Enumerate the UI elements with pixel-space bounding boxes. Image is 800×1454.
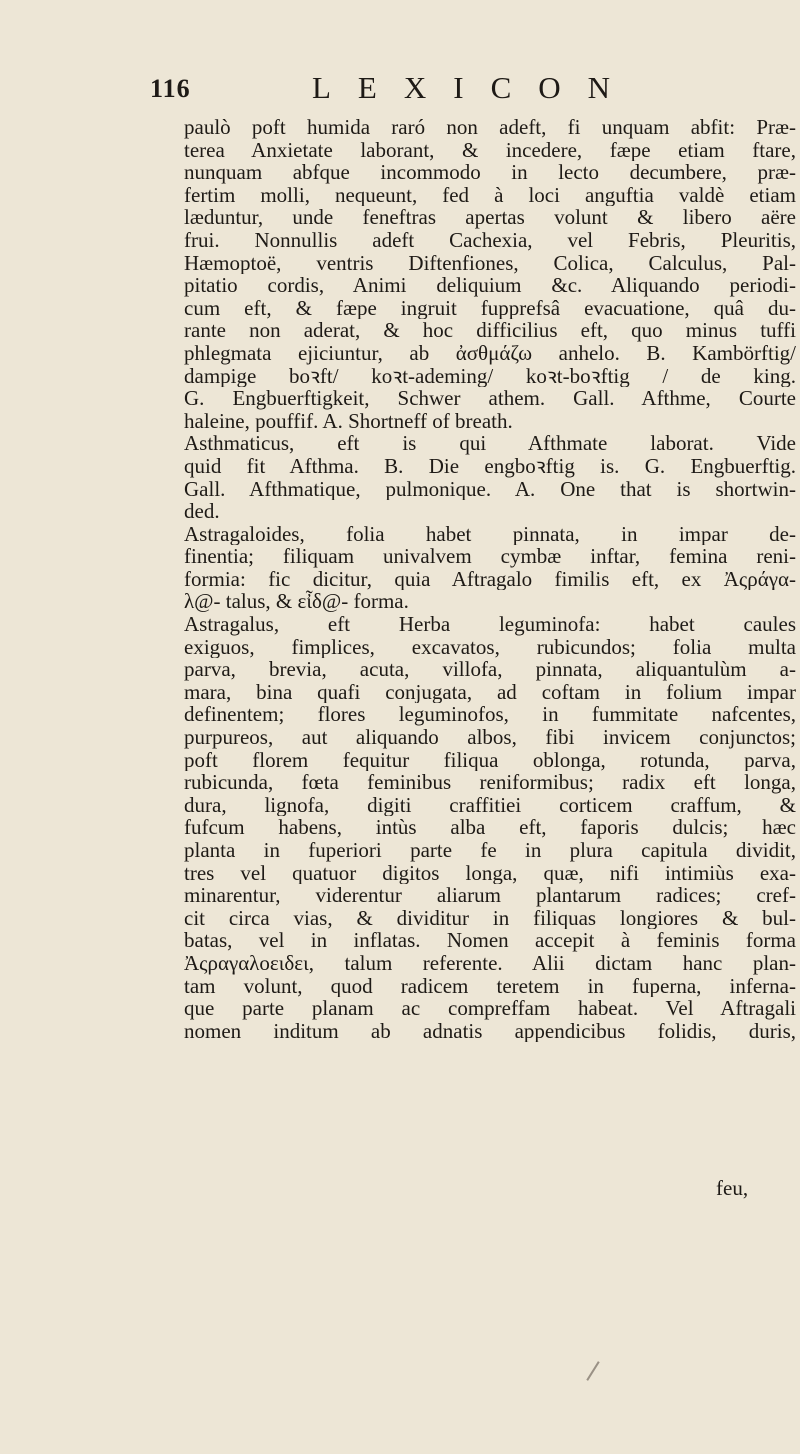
text-line: minarentur, viderentur aliarum plantarum radices; cref-	[184, 884, 796, 907]
text-line: nomen inditum ab adnatis appendicibus folidis, duris,	[184, 1019, 796, 1043]
text-line: fertim molli, nequeunt, fed à loci anguftia valdè etiam	[184, 183, 796, 207]
text-line: exiguos, fimplices, excavatos, rubicundos; folia multa	[184, 635, 796, 659]
text-line: que parte planam ac compreffam habeat. Vel Aftragali	[184, 997, 796, 1020]
running-head: LEXICON	[312, 70, 638, 105]
text-line: ded.	[184, 500, 220, 523]
text-line: mara, bina quafi conjugata, ad coftam in folium impar	[184, 680, 796, 704]
text-line: pitatio cordis, Animi deliquium &c. Aliquando periodi-	[184, 274, 796, 297]
text-line: batas, vel in inflatas. Nomen accepit à feminis forma	[184, 929, 796, 952]
text-line: haleine, pouffif. A. Shortneff of breath.	[184, 409, 513, 433]
text-line: Astragaloides, folia habet pinnata, in impar de-	[184, 522, 796, 546]
text-line: G. Engbuerftigkeit, Schwer athem. Gall. Afthme, Courte	[184, 387, 796, 410]
text-line: frui. Nonnullis adeft Cachexia, vel Febris, Pleuritis,	[184, 228, 796, 252]
text-line: rubicunda, fœta feminibus reniformibus; radix eft longa,	[184, 771, 796, 794]
text-line: fufcum habens, intùs alba eft, faporis dulcis; hæc	[184, 816, 796, 839]
text-line: nunquam abfque incommodo in lecto decumbere, præ-	[184, 161, 796, 184]
text-line: læduntur, unde feneftras apertas volunt & libero aëre	[184, 206, 796, 229]
text-line: λ@- talus, & εἶδ@- forma.	[184, 590, 409, 614]
text-line: terea Anxietate laborant, & incedere, fæpe etiam ftare,	[184, 138, 796, 162]
text-line: finentia; filiquam univalvem cymbæ inftar, femina reni-	[184, 545, 796, 568]
text-line: phlegmata ejiciuntur, ab ἀσθμάζω anhelo. B. Kambörftig/	[184, 341, 796, 365]
text-line: cum eft, & fæpe ingruit fupprefsâ evacuatione, quâ du-	[184, 296, 796, 320]
page-header	[0, 70, 800, 110]
text-line: rante non aderat, & hoc difficilius eft, quo minus tuffi	[184, 319, 796, 342]
text-line: tres vel quatuor digitos longa, quæ, nifi intimiùs exa-	[184, 861, 796, 885]
text-line: cit circa vias, & dividitur in filiquas longiores & bul-	[184, 906, 796, 930]
text-line: purpureos, aut aliquando albos, fibi invicem conjunctos;	[184, 726, 796, 749]
text-line: parva, brevia, acuta, villofa, pinnata, aliquantulùm a-	[184, 658, 796, 681]
text-line: formia: fic dicitur, quia Aftragalo fimilis eft, ex Ἀςράγα-	[184, 567, 796, 591]
body-text	[184, 116, 796, 1042]
stray-pen-mark	[586, 1361, 599, 1381]
text-line: quid fit Afthma. B. Die engboꝛftig is. G. Engbuerftig.	[184, 454, 796, 478]
page-number: 116	[150, 74, 191, 103]
text-line: Asthmaticus, eft is qui Afthmate laborat. Vide	[184, 432, 796, 455]
text-line: dampige boꝛft/ koꝛt-ademing/ koꝛt-boꝛftig / de king.	[184, 364, 796, 388]
catchword: feu,	[716, 1176, 749, 1200]
text-line: Gall. Afthmatique, pulmonique. A. One that is shortwin-	[184, 477, 796, 501]
text-line: poft florem fequitur filiqua oblonga, rotunda, parva,	[184, 748, 796, 772]
text-line: tam volunt, quod radicem teretem in fuperna, inferna-	[184, 974, 796, 998]
text-line: dura, lignofa, digiti craffitiei corticem craffum, &	[184, 793, 796, 817]
text-line: planta in fuperiori parte fe in plura capitula dividit,	[184, 839, 796, 862]
text-line: Ἀςραγαλοειδει, talum referente. Alii dictam hanc plan-	[184, 951, 796, 975]
text-line: Astragalus, eft Herba leguminofa: habet caules	[184, 613, 796, 636]
text-line: Hæmoptoë, ventris Diftenfiones, Colica, Calculus, Pal-	[184, 251, 796, 275]
text-line: definentem; flores leguminofos, in fummitate nafcentes,	[184, 703, 796, 727]
text-line: paulò poft humida raró non adeft, fi unquam abfit: Præ-	[184, 116, 796, 139]
